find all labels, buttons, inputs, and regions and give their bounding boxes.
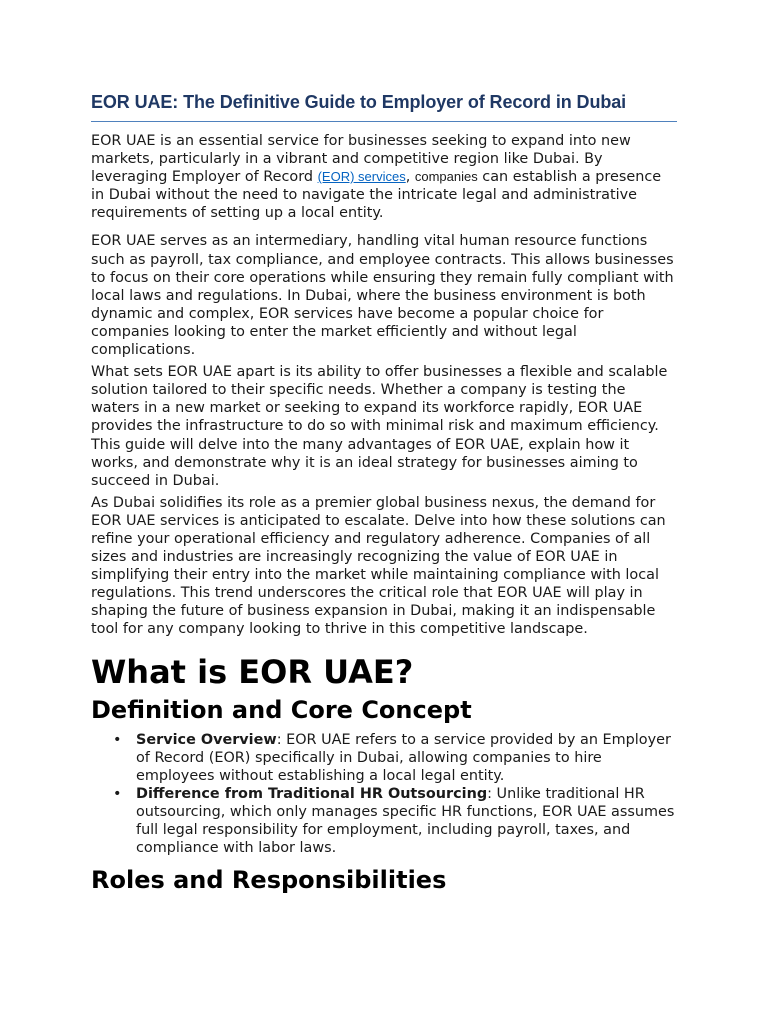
list-item	[136, 731, 677, 785]
definition-bullet-list	[91, 731, 677, 858]
paragraph-intermediary: EOR UAE serves as an intermediary, handling vital human resource functions such as payroll, tax compliance, and employee contracts. This allows businesses to focus on their core operations while ensuring they remain fully compliant with local laws and regulations. In Dubai, where the business environment is both dynamic and complex, EOR services have become a popular choice for companies looking to enter the market efficiently and without legal complications.	[91, 233, 674, 359]
intro-text-part2: can establish a presence in Dubai without the need to navigate the intricate legal and administrative requirements of setting up a local entity.	[91, 169, 662, 222]
intro-paragraph	[91, 132, 677, 222]
document-title: EOR UAE: The Definitive Guide to Employer of Record in Dubai	[91, 92, 627, 112]
bullet-term: Service Overview	[136, 731, 277, 748]
paragraph-dubai-demand: As Dubai solidifies its role as a premier global business nexus, the demand for EOR UAE services is anticipated to escalate. Delve into how these solutions can refine your operational efficiency and regulatory adherence. Companies of all sizes and industries are increasingly recognizing the value of EOR UAE in simplifying their entry into the market while maintaining compliance with local regulations. This trend underscores the critical role that EOR UAE will play in shaping the future of business expansion in Dubai, making it an indispensable tool for any company looking to thrive in this competitive landscape.	[91, 494, 666, 638]
eor-services-link[interactable]: (EOR) services	[317, 169, 406, 185]
intro-text-part1: EOR UAE is an essential service for businesses seeking to expand into new markets, particularly in a vibrant and competitive region like Dubai. By leveraging Employer of Record	[91, 133, 631, 186]
list-item	[136, 785, 677, 857]
heading-definition: Definition and Core Concept	[91, 695, 472, 724]
bullet-term: Difference from Traditional HR Outsourcing	[136, 785, 488, 802]
title-underline-rule	[91, 121, 677, 122]
heading-roles: Roles and Responsibilities	[91, 866, 447, 895]
bullet-text: : EOR UAE refers to a service provided by an Employer of Record (EOR) specifically in Dubai, allowing companies to hire employees without establishing a local legal entity.	[136, 731, 671, 784]
paragraph-flexible-solution: What sets EOR UAE apart is its ability to offer businesses a flexible and scalable solution tailored to their specific needs. Whether a company is testing the waters in a new market or seeking to expand its workforce rapidly, EOR UAE provides the infrastructure to do so with minimal risk and maximum efficiency. This guide will delve into the many advantages of EOR UAE, explain how it works, and demonstrate why it is an ideal strategy for businesses aiming to succeed in Dubai.	[91, 364, 668, 489]
document-page	[91, 92, 677, 901]
heading-what-is-eor: What is EOR UAE?	[91, 652, 414, 691]
bullet-text: : Unlike traditional HR outsourcing, which only manages specific HR functions, EOR UAE assumes full legal responsibility for employment, including payroll, taxes, and compliance with labor laws.	[136, 785, 675, 857]
intro-small-word: companies	[414, 169, 478, 185]
intro-comma: ,	[405, 169, 415, 186]
